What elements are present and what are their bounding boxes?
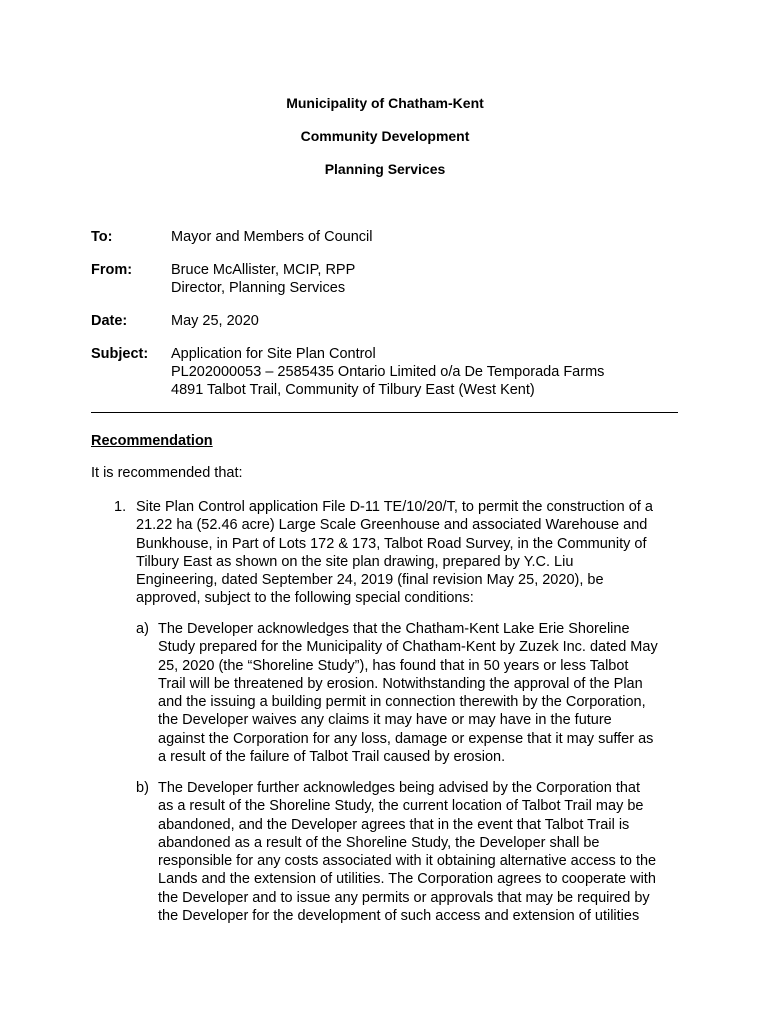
recommendation-heading: Recommendation: [91, 433, 213, 449]
list-item-marker: 1.: [114, 499, 127, 515]
from-title: Director, Planning Services: [171, 280, 346, 296]
list-item-line: Bunkhouse, in Part of Lots 172 & 173, Talbot Road Survey, in the Community of: [136, 535, 647, 552]
sub-item-line: the Developer for the development of such access and extension of utilities: [158, 908, 640, 925]
from-name: Bruce McAllister, MCIP, RPP: [171, 262, 356, 278]
sub-item-line: a result of the failure of Talbot Trail caused by erosion.: [158, 749, 506, 766]
sub-item-marker: a): [136, 621, 149, 637]
municipality-heading: Municipality of Chatham-Kent: [286, 95, 484, 111]
sub-item-line: The Developer further acknowledges being advised by the Corporation that: [158, 780, 641, 796]
date-label: Date:: [91, 313, 128, 329]
to-value: Mayor and Members of Council: [171, 229, 373, 245]
subject-label: Subject:: [91, 346, 149, 362]
sub-item-marker: b): [136, 780, 149, 796]
subject-value: [171, 345, 604, 399]
date-value: May 25, 2020: [171, 313, 259, 329]
list-item-line: Tilbury East as shown on the site plan drawing, prepared by Y.C. Liu: [136, 553, 574, 570]
horizontal-divider: [91, 412, 678, 413]
sub-item-line: The Developer acknowledges that the Chatham-Kent Lake Erie Shoreline: [158, 621, 630, 637]
sub-item-line: Study prepared for the Municipality of Chatham-Kent by Zuzek Inc. dated May: [158, 639, 658, 656]
sub-item: [158, 620, 658, 766]
sub-item-line: the Developer waives any claims it may have or may have in the future: [158, 712, 612, 729]
list-item-line: Site Plan Control application File D-11 TE/10/20/T, to permit the construction of a: [136, 499, 653, 515]
sub-item-line: 25, 2020 (the “Shoreline Study”), has found that in 50 years or less Talbot: [158, 657, 629, 674]
sub-item-line: as a result of the Shoreline Study, the current location of Talbot Trail may be: [158, 798, 644, 815]
to-label: To:: [91, 229, 113, 245]
subject-line: Application for Site Plan Control: [171, 346, 376, 362]
list-item-line: Engineering, dated September 24, 2019 (final revision May 25, 2020), be: [136, 572, 604, 589]
sub-item-line: against the Corporation for any loss, damage or expense that it may suffer as: [158, 730, 654, 747]
sub-item-line: Trail will be threatened by erosion. Notwithstanding the approval of the Plan: [158, 675, 643, 692]
sub-item: [158, 779, 656, 925]
sub-item-line: abandoned, and the Developer agrees that in the event that Talbot Trail is: [158, 816, 630, 833]
list-item: [136, 498, 653, 608]
sub-item-line: the Developer and to issue any permits or approvals that may be required by: [158, 889, 650, 906]
recommendation-intro: It is recommended that:: [91, 465, 243, 481]
sub-item-line: responsible for any costs associated with it obtaining alternative access to the: [158, 853, 657, 870]
list-item-line: 21.22 ha (52.46 acre) Large Scale Greenhouse and associated Warehouse and: [136, 517, 648, 534]
from-label: From:: [91, 262, 133, 278]
sub-item-line: and the issuing a building permit in connection therewith by the Corporation,: [158, 694, 646, 711]
from-value: [171, 261, 355, 297]
subject-line: PL202000053 – 2585435 Ontario Limited o/a De Temporada Farms: [171, 364, 605, 380]
sub-item-line: Lands and the extension of utilities. The Corporation agrees to cooperate with: [158, 871, 656, 888]
division-heading: Planning Services: [324, 161, 446, 177]
subject-line: 4891 Talbot Trail, Community of Tilbury East (West Kent): [171, 382, 535, 398]
department-heading: Community Development: [300, 128, 470, 144]
sub-item-line: abandoned as a result of the Shoreline Study, the Developer shall be: [158, 834, 600, 851]
list-item-line: approved, subject to the following special conditions:: [136, 590, 474, 607]
